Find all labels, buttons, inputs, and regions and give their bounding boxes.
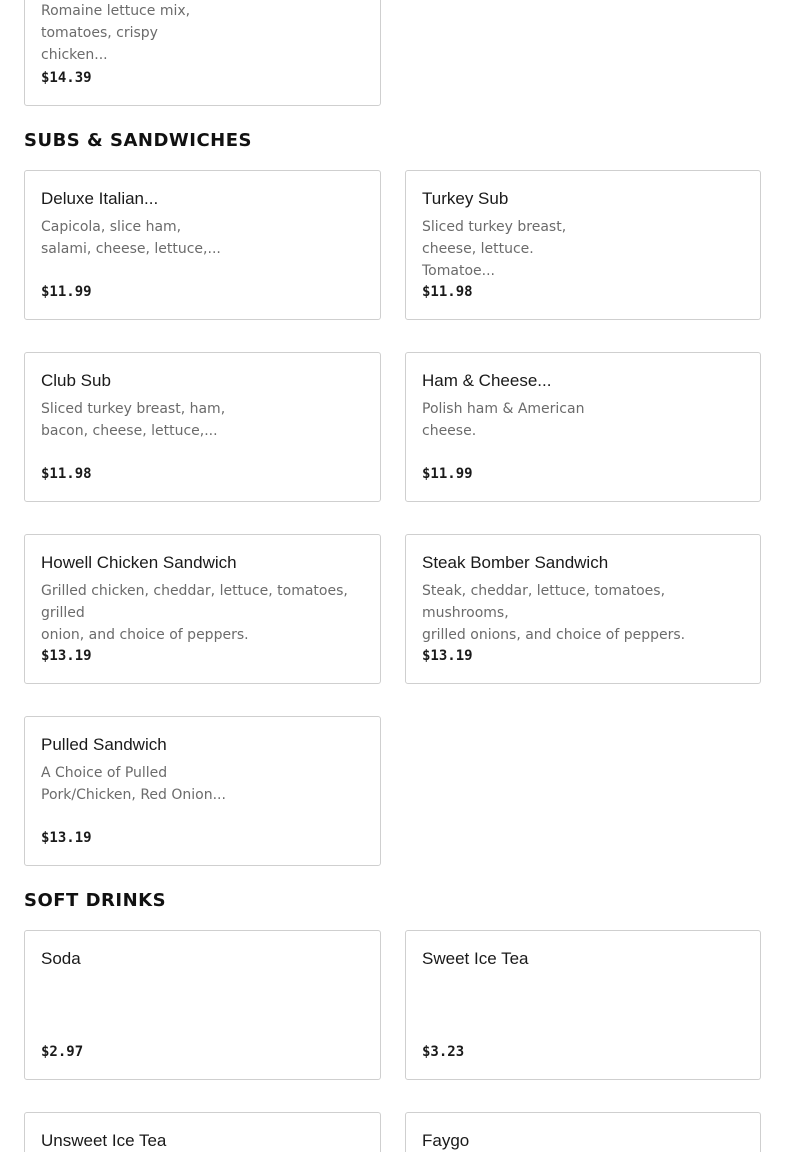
menu-item-card-ham-cheese[interactable] — [405, 352, 761, 502]
menu-item-price: $13.19 — [41, 830, 92, 846]
menu-item-price: $11.98 — [41, 466, 92, 482]
menu-item-card-sweet-ice-tea[interactable] — [405, 930, 761, 1080]
menu-item-description: Sliced turkey breast, cheese, lettuce. Tomatoe... — [422, 219, 567, 279]
menu-item-name: Pulled Sandwich — [41, 735, 167, 754]
menu-item-price: $14.39 — [41, 70, 92, 86]
menu-item-name: Soda — [41, 949, 81, 968]
menu-item-description: Sliced turkey breast, ham, bacon, cheese, lettuce,... — [41, 401, 226, 439]
section-heading-soft-drinks: SOFT DRINKS — [24, 890, 167, 911]
menu-item-description: Romaine lettuce mix, tomatoes, crispy chicken... — [41, 3, 191, 63]
menu-item-card-faygo[interactable] — [405, 1112, 761, 1152]
menu-item-card-turkey-sub[interactable] — [405, 170, 761, 320]
menu-item-price: $13.19 — [422, 648, 473, 664]
menu-item-name: Turkey Sub — [422, 189, 509, 208]
menu-item-price: $3.23 — [422, 1044, 465, 1060]
menu-item-name: Club Sub — [41, 371, 111, 390]
menu-item-description: Steak, cheddar, lettuce, tomatoes, mushrooms, grilled onions, and choice of peppers. — [422, 583, 686, 643]
menu-item-card-unsweet-ice-tea[interactable] — [24, 1112, 381, 1152]
menu-item-price: $11.99 — [422, 466, 473, 482]
menu-item-card-partial[interactable] — [24, 0, 381, 106]
menu-item-price: $11.98 — [422, 284, 473, 300]
menu-item-card-club-sub[interactable] — [24, 352, 381, 502]
menu-item-card-soda[interactable] — [24, 930, 381, 1080]
menu-item-card-deluxe-italian[interactable] — [24, 170, 381, 320]
menu-item-card-steak-bomber-sandwich[interactable] — [405, 534, 761, 684]
menu-item-price: $13.19 — [41, 648, 92, 664]
menu-item-name: Faygo — [422, 1131, 470, 1150]
menu-item-description: Polish ham & American cheese. — [422, 401, 585, 439]
menu-item-name: Unsweet Ice Tea — [41, 1131, 167, 1150]
section-heading-subs-sandwiches: SUBS & SANDWICHES — [24, 130, 252, 151]
menu-item-name: Ham & Cheese... — [422, 371, 552, 390]
menu-item-price: $2.97 — [41, 1044, 84, 1060]
menu-item-name: Sweet Ice Tea — [422, 949, 529, 968]
menu-item-card-howell-chicken-sandwich[interactable] — [24, 534, 381, 684]
menu-item-name: Deluxe Italian... — [41, 189, 159, 208]
menu-item-price: $11.99 — [41, 284, 92, 300]
menu-item-description: Capicola, slice ham, salami, cheese, lettuce,... — [41, 219, 221, 257]
menu-item-description: Grilled chicken, cheddar, lettuce, tomatoes, grilled onion, and choice of peppers. — [41, 583, 348, 643]
menu-item-description: A Choice of Pulled Pork/Chicken, Red Onion... — [41, 765, 226, 803]
menu-item-name: Howell Chicken Sandwich — [41, 553, 237, 572]
menu-item-name: Steak Bomber Sandwich — [422, 553, 609, 572]
menu-item-card-pulled-sandwich[interactable] — [24, 716, 381, 866]
